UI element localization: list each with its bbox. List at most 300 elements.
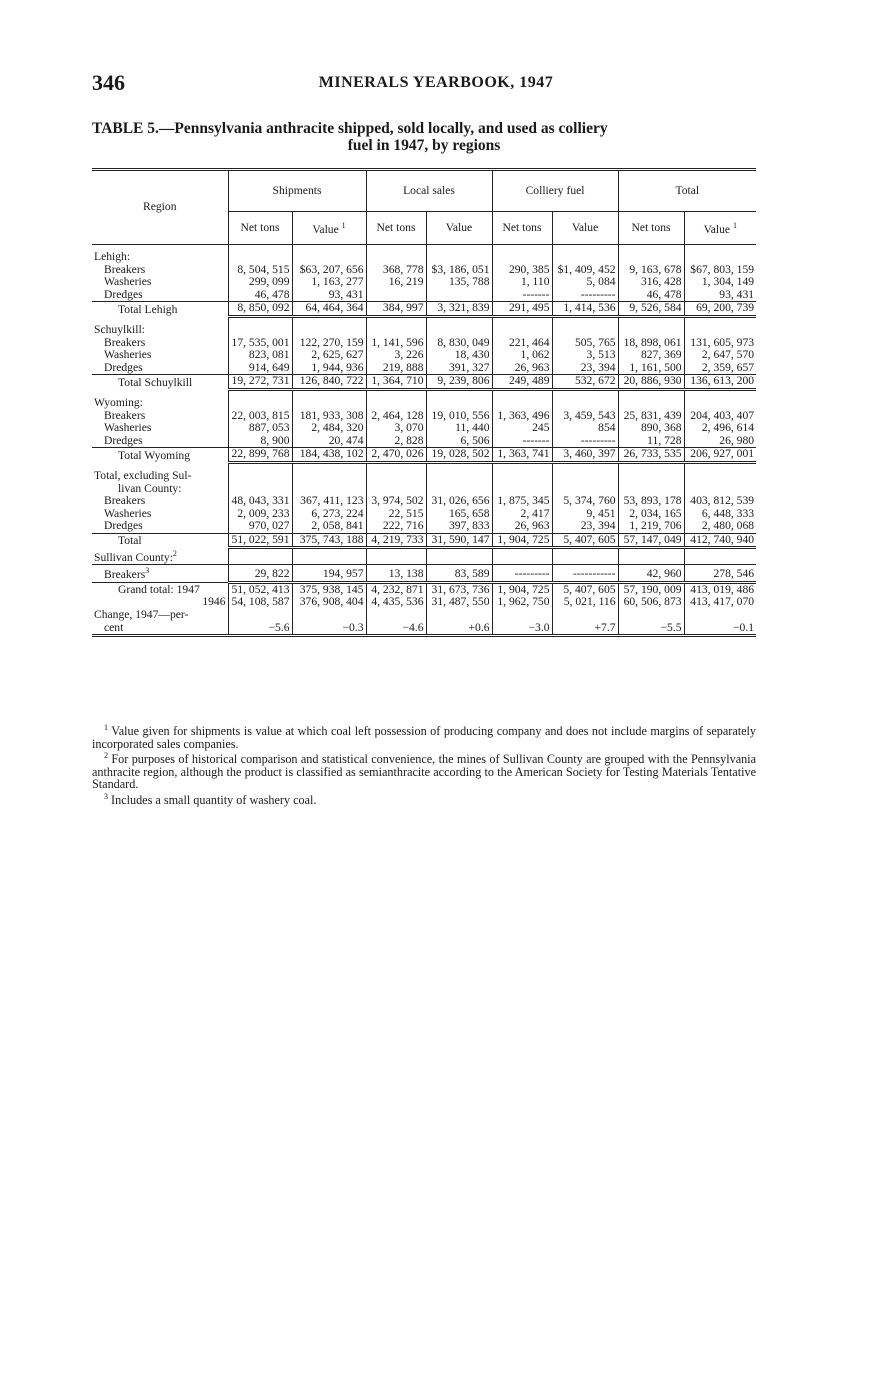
table-cell: 31, 487, 550	[426, 596, 492, 609]
header-value: Value $^1$	[292, 212, 366, 245]
spacer-cell	[228, 389, 292, 397]
table-cell	[366, 324, 426, 337]
table-cell: 26, 963	[492, 520, 552, 533]
table-cell: 316, 428	[618, 276, 684, 289]
spacer-cell	[492, 462, 552, 470]
table-cell	[618, 483, 684, 496]
table-cell	[366, 397, 426, 410]
table-cell	[552, 609, 618, 622]
header-region: Region	[92, 170, 228, 245]
table-cell: 5, 084	[552, 276, 618, 289]
table-cell: 131, 605, 973	[684, 337, 756, 350]
table-cell: 18, 430	[426, 349, 492, 362]
table-cell	[492, 548, 552, 565]
table-cell: 1, 875, 345	[492, 495, 552, 508]
spacer-row	[92, 462, 756, 470]
header-shipments: Shipments	[228, 170, 366, 212]
table-cell	[426, 470, 492, 483]
table-cell: -----------	[552, 565, 618, 582]
section-heading-row	[92, 548, 756, 565]
table-cell: $1, 409, 452	[552, 264, 618, 277]
row-label: Breakers	[104, 495, 146, 508]
spacer-cell	[552, 316, 618, 324]
table-cell	[292, 470, 366, 483]
table-title-line1: TABLE 5.—Pennsylvania anthracite shipped, sold locally, and used as colliery	[92, 120, 608, 137]
table-row	[92, 448, 756, 463]
total-label: Total Lehigh	[92, 302, 228, 317]
spacer-cell	[366, 316, 426, 324]
table-cell: 51, 052, 413	[228, 582, 292, 596]
table-cell: 9, 451	[552, 508, 618, 521]
spacer-cell	[92, 462, 228, 470]
table-row	[92, 289, 756, 302]
table-cell: 18, 898, 061	[618, 337, 684, 350]
spacer-cell	[292, 316, 366, 324]
table-cell	[292, 609, 366, 622]
table-cell	[552, 324, 618, 337]
table-cell: 8, 900	[228, 435, 292, 448]
table-cell: 3, 513	[552, 349, 618, 362]
table-cell	[684, 483, 756, 496]
spacer-cell	[292, 389, 366, 397]
table-cell: -------	[492, 435, 552, 448]
spacer-cell	[92, 316, 228, 324]
table-cell	[684, 609, 756, 622]
table-cell	[552, 483, 618, 496]
table-cell	[292, 324, 366, 337]
section-heading: Lehigh:	[94, 251, 131, 263]
table-cell: 6, 448, 333	[684, 508, 756, 521]
table-cell: 2, 625, 627	[292, 349, 366, 362]
table-cell: 2, 484, 320	[292, 422, 366, 435]
table-cell: 19, 028, 502	[426, 448, 492, 463]
table-cell: 1, 363, 741	[492, 448, 552, 463]
table-cell: 3, 460, 397	[552, 448, 618, 463]
footnote-2: $^2$ For purposes of historical comparison and statistical convenience, the mines of Sullivan County are grouped with the Pennsylvania anthracite region, although the product is classified as semianthracite according to the American Society for Testing Materials Tentative Standard.	[92, 751, 757, 792]
change-label: cent	[92, 622, 228, 636]
table-cell: 2, 009, 233	[228, 508, 292, 521]
table-cell	[366, 483, 426, 496]
row-label: Washeries	[104, 349, 152, 362]
grand-total-label: Grand total: 1947	[92, 582, 228, 596]
table-cell: 1, 904, 725	[492, 582, 552, 596]
table-cell: 46, 478	[618, 289, 684, 302]
table-cell: 26, 733, 535	[618, 448, 684, 463]
section-heading: livan County:	[118, 482, 182, 495]
table-cell: 31, 590, 147	[426, 533, 492, 548]
table-cell: 2, 034, 165	[618, 508, 684, 521]
table-cell	[366, 251, 426, 264]
table-cell: 57, 147, 049	[618, 533, 684, 548]
spacer-cell	[492, 389, 552, 397]
table-cell: 22, 515	[366, 508, 426, 521]
table-cell: 397, 833	[426, 520, 492, 533]
table-cell	[228, 470, 292, 483]
table-row	[92, 264, 756, 277]
table-row	[92, 565, 756, 582]
spacer-cell	[92, 389, 228, 397]
section-heading-row	[92, 470, 756, 483]
header-total: Total	[618, 170, 756, 212]
table-cell: 25, 831, 439	[618, 410, 684, 423]
spacer-cell	[552, 389, 618, 397]
table-cell: 93, 431	[684, 289, 756, 302]
header-value: Value	[426, 212, 492, 245]
table-cell	[684, 470, 756, 483]
table-row	[92, 375, 756, 390]
table-row	[92, 362, 756, 375]
row-label: 1946	[202, 596, 226, 609]
spacer-cell	[426, 316, 492, 324]
anthracite-table	[92, 168, 756, 637]
table-cell: 3, 070	[366, 422, 426, 435]
change-label: Change, 1947—per-	[94, 609, 189, 622]
table-cell: 9, 526, 584	[618, 302, 684, 317]
table-cell	[228, 548, 292, 565]
table-cell: 8, 850, 092	[228, 302, 292, 317]
table-cell: 13, 138	[366, 565, 426, 582]
table-cell: 4, 435, 536	[366, 596, 426, 609]
table-cell: 1, 364, 710	[366, 375, 426, 390]
table-cell: 135, 788	[426, 276, 492, 289]
table-row	[92, 622, 756, 636]
row-label: Breakers	[104, 409, 146, 422]
table-cell: 222, 716	[366, 520, 426, 533]
table-cell: 126, 840, 722	[292, 375, 366, 390]
table-cell	[228, 251, 292, 264]
table-cell	[292, 397, 366, 410]
table-cell: 2, 417	[492, 508, 552, 521]
table-cell	[684, 548, 756, 565]
table-cell: 181, 933, 308	[292, 410, 366, 423]
table-cell: ---------	[552, 289, 618, 302]
table-cell: 23, 394	[552, 362, 618, 375]
table-cell: 403, 812, 539	[684, 495, 756, 508]
table-cell	[618, 470, 684, 483]
table-cell: 854	[552, 422, 618, 435]
table-cell: −0.3	[292, 622, 366, 636]
table-cell	[426, 289, 492, 302]
table-cell: 57, 190, 009	[618, 582, 684, 596]
spacer-cell	[426, 389, 492, 397]
table-cell: $67, 803, 159	[684, 264, 756, 277]
spacer-cell	[618, 316, 684, 324]
table-cell: 2, 480, 068	[684, 520, 756, 533]
table-cell: 11, 440	[426, 422, 492, 435]
table-row	[92, 302, 756, 317]
table-cell: −3.0	[492, 622, 552, 636]
table-cell: 375, 743, 188	[292, 533, 366, 548]
spacer-cell	[366, 462, 426, 470]
table-cell: 20, 886, 930	[618, 375, 684, 390]
table-cell: 23, 394	[552, 520, 618, 533]
header-row-groups	[92, 170, 756, 212]
table-cell: 890, 368	[618, 422, 684, 435]
table-cell	[292, 548, 366, 565]
table-cell: 60, 506, 873	[618, 596, 684, 609]
table-cell: 11, 728	[618, 435, 684, 448]
table-cell: 1, 962, 750	[492, 596, 552, 609]
table-cell: 4, 232, 871	[366, 582, 426, 596]
table-cell: −4.6	[366, 622, 426, 636]
total-label: Total Wyoming	[92, 448, 228, 463]
table-cell: 291, 495	[492, 302, 552, 317]
table-cell: 2, 058, 841	[292, 520, 366, 533]
table-cell	[426, 397, 492, 410]
spacer-row	[92, 316, 756, 324]
table-cell: 204, 403, 407	[684, 410, 756, 423]
table-row	[92, 349, 756, 362]
table-cell: 165, 658	[426, 508, 492, 521]
total-label: Total Schuylkill	[92, 375, 228, 390]
row-label: Washeries	[104, 507, 152, 520]
table-cell: 8, 830, 049	[426, 337, 492, 350]
table-cell: 5, 407, 605	[552, 582, 618, 596]
table-cell: 887, 053	[228, 422, 292, 435]
table-cell: 53, 893, 178	[618, 495, 684, 508]
table-cell	[684, 251, 756, 264]
table-cell	[292, 483, 366, 496]
table-cell: ---------	[552, 435, 618, 448]
header-value: Value $^1$	[684, 212, 756, 245]
table-cell: 249, 489	[492, 375, 552, 390]
table-cell: 1, 110	[492, 276, 552, 289]
table-cell	[292, 251, 366, 264]
header-colliery-fuel: Colliery fuel	[492, 170, 618, 212]
table-cell: 42, 960	[618, 565, 684, 582]
table-cell: 19, 272, 731	[228, 375, 292, 390]
table-row	[92, 337, 756, 350]
spacer-cell	[492, 316, 552, 324]
table-cell	[492, 251, 552, 264]
table-cell	[366, 609, 426, 622]
table-cell: 1, 141, 596	[366, 337, 426, 350]
table-cell: 206, 927, 001	[684, 448, 756, 463]
table-cell: 278, 546	[684, 565, 756, 582]
footnotes	[92, 722, 756, 806]
table-cell: 2, 828	[366, 435, 426, 448]
table-cell: 54, 108, 587	[228, 596, 292, 609]
section-heading-row	[92, 324, 756, 337]
table-cell: 31, 673, 736	[426, 582, 492, 596]
table-cell	[618, 397, 684, 410]
spacer-cell	[426, 462, 492, 470]
table-cell: 93, 431	[292, 289, 366, 302]
row-label: Dredges	[104, 361, 143, 374]
table-cell: 19, 010, 556	[426, 410, 492, 423]
table-cell	[228, 397, 292, 410]
table-cell	[684, 324, 756, 337]
table-cell: 3, 459, 543	[552, 410, 618, 423]
table-cell: 3, 321, 839	[426, 302, 492, 317]
page-number: 346	[92, 70, 125, 95]
table-cell: +7.7	[552, 622, 618, 636]
table-cell	[552, 397, 618, 410]
table-cell: 1, 304, 149	[684, 276, 756, 289]
table-cell: 8, 504, 515	[228, 264, 292, 277]
table-cell: 914, 649	[228, 362, 292, 375]
table-row	[92, 422, 756, 435]
section-heading: Schuylkill:	[94, 323, 145, 336]
table-cell: −5.6	[228, 622, 292, 636]
table-cell	[618, 609, 684, 622]
table-cell: 3, 974, 502	[366, 495, 426, 508]
table-cell: ---------	[492, 565, 552, 582]
header-net-tons: Net tons	[618, 212, 684, 245]
spacer-cell	[684, 316, 756, 324]
table-cell	[492, 324, 552, 337]
table-cell	[618, 324, 684, 337]
spacer-cell	[618, 389, 684, 397]
table-cell: 17, 535, 001	[228, 337, 292, 350]
table-cell: 29, 822	[228, 565, 292, 582]
table-cell: 1, 219, 706	[618, 520, 684, 533]
table-cell	[228, 324, 292, 337]
table-row	[92, 533, 756, 548]
table-cell: -------	[492, 289, 552, 302]
table-cell: 245	[492, 422, 552, 435]
table-cell: 376, 908, 404	[292, 596, 366, 609]
section-heading-row	[92, 483, 756, 496]
table-cell: 26, 963	[492, 362, 552, 375]
table-cell: 51, 022, 591	[228, 533, 292, 548]
table-row	[92, 582, 756, 596]
spacer-cell	[618, 462, 684, 470]
table-cell: 83, 589	[426, 565, 492, 582]
table-cell	[492, 483, 552, 496]
table-row	[92, 435, 756, 448]
table-cell: 2, 464, 128	[366, 410, 426, 423]
table-cell: 970, 027	[228, 520, 292, 533]
table-cell: 20, 474	[292, 435, 366, 448]
table-cell: 9, 163, 678	[618, 264, 684, 277]
table-cell: 2, 470, 026	[366, 448, 426, 463]
table-cell: 391, 327	[426, 362, 492, 375]
table-body	[92, 245, 756, 636]
table-cell: 22, 003, 815	[228, 410, 292, 423]
table-cell: 413, 019, 486	[684, 582, 756, 596]
table-cell	[684, 397, 756, 410]
table-cell: −5.5	[618, 622, 684, 636]
table-cell: 1, 161, 500	[618, 362, 684, 375]
table-cell: 4, 219, 733	[366, 533, 426, 548]
running-head: MINERALS YEARBOOK, 1947	[318, 74, 554, 91]
table-cell: 64, 464, 364	[292, 302, 366, 317]
table-cell: 412, 740, 940	[684, 533, 756, 548]
table-cell: 5, 021, 116	[552, 596, 618, 609]
table-row	[92, 596, 756, 609]
table-cell	[366, 548, 426, 565]
header-local-sales: Local sales	[366, 170, 492, 212]
table-cell: 2, 647, 570	[684, 349, 756, 362]
table-cell: 1, 904, 725	[492, 533, 552, 548]
table-cell: 184, 438, 102	[292, 448, 366, 463]
table-row	[92, 495, 756, 508]
table-row	[92, 520, 756, 533]
table-cell	[426, 483, 492, 496]
table-cell: 16, 219	[366, 276, 426, 289]
header-net-tons: Net tons	[228, 212, 292, 245]
table-title-line2: fuel in 1947, by regions	[347, 137, 501, 154]
row-label: Washeries	[104, 422, 152, 435]
row-label: Dredges	[104, 520, 143, 533]
table-cell: 122, 270, 159	[292, 337, 366, 350]
table-cell: 9, 239, 806	[426, 375, 492, 390]
table-cell: 1, 062	[492, 349, 552, 362]
row-label: Washeries	[104, 276, 152, 289]
table-cell	[618, 251, 684, 264]
spacer-cell	[228, 316, 292, 324]
table-cell	[552, 251, 618, 264]
table-cell	[366, 289, 426, 302]
table-cell	[426, 548, 492, 565]
row-label: Breakers$^3$	[92, 565, 228, 582]
table-cell: 1, 414, 536	[552, 302, 618, 317]
table-cell	[618, 548, 684, 565]
table-cell: 194, 957	[292, 565, 366, 582]
table-cell: $63, 207, 656	[292, 264, 366, 277]
table-cell: 1, 363, 496	[492, 410, 552, 423]
table-cell: 48, 043, 331	[228, 495, 292, 508]
spacer-cell	[292, 462, 366, 470]
section-heading-row	[92, 251, 756, 264]
table-cell: 827, 369	[618, 349, 684, 362]
table-cell	[492, 609, 552, 622]
section-heading-row	[92, 609, 756, 622]
table-cell: 219, 888	[366, 362, 426, 375]
header-net-tons: Net tons	[366, 212, 426, 245]
table-cell: 5, 407, 605	[552, 533, 618, 548]
table-cell: 69, 200, 739	[684, 302, 756, 317]
spacer-cell	[552, 462, 618, 470]
table-cell: 505, 765	[552, 337, 618, 350]
table-cell: 26, 980	[684, 435, 756, 448]
header-net-tons: Net tons	[492, 212, 552, 245]
table-cell: 375, 938, 145	[292, 582, 366, 596]
table-cell	[228, 483, 292, 496]
row-label: Dredges	[104, 288, 143, 301]
spacer-cell	[228, 462, 292, 470]
table-cell: 823, 081	[228, 349, 292, 362]
footnote-1: $^1$ Value given for shipments is value at which coal left possession of producing company and does not include margins of separately incorporated sales companies.	[92, 723, 757, 751]
row-label: Breakers	[104, 263, 146, 276]
table-cell	[426, 324, 492, 337]
table-title	[92, 120, 756, 154]
total-label: Total	[92, 533, 228, 548]
footnote-3: $^3$ Includes a small quantity of washery coal.	[104, 791, 317, 807]
table-cell: 3, 226	[366, 349, 426, 362]
table-cell: 299, 099	[228, 276, 292, 289]
table-cell: 5, 374, 760	[552, 495, 618, 508]
table-cell: 2, 359, 657	[684, 362, 756, 375]
section-heading: Wyoming:	[94, 396, 143, 409]
table-row	[92, 410, 756, 423]
spacer-cell	[366, 389, 426, 397]
spacer-row	[92, 389, 756, 397]
table-cell	[552, 470, 618, 483]
section-heading-row	[92, 397, 756, 410]
row-label: Dredges	[104, 434, 143, 447]
table-cell: 22, 899, 768	[228, 448, 292, 463]
table-cell: 46, 478	[228, 289, 292, 302]
table-row	[92, 276, 756, 289]
table-cell	[366, 470, 426, 483]
row-label: Breakers	[104, 336, 146, 349]
table-cell	[426, 609, 492, 622]
section-heading: Sullivan County:$^2$	[94, 548, 177, 564]
table-cell: +0.6	[426, 622, 492, 636]
table-cell: 6, 273, 224	[292, 508, 366, 521]
